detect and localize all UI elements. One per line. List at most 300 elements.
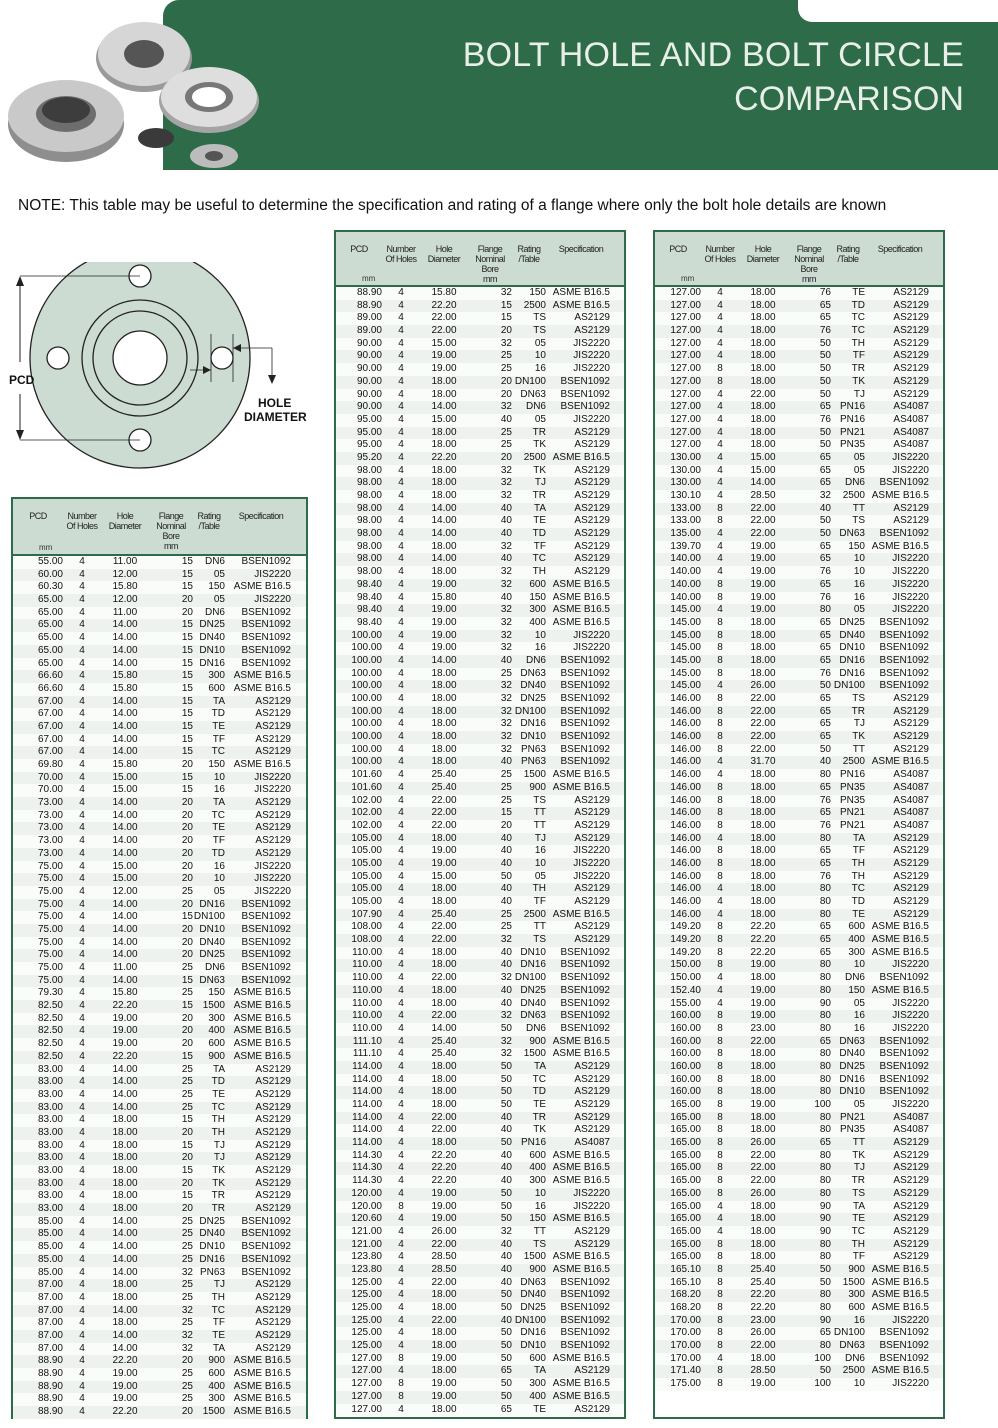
- table-cell: 32: [500, 1035, 512, 1047]
- table-row: [13, 1152, 306, 1165]
- table-cell: 22.20: [431, 1149, 457, 1161]
- table-cell: AS4087: [893, 781, 929, 793]
- table-cell: 14.00: [112, 632, 138, 644]
- table-cell: AS2129: [255, 1203, 291, 1215]
- table-cell: 165.00: [670, 1200, 701, 1212]
- table-cell: ASME B16.5: [552, 591, 610, 603]
- table-row: [655, 465, 943, 478]
- table-cell: 16: [853, 1010, 865, 1022]
- table-row: [655, 807, 943, 820]
- table-cell: 83.00: [37, 1190, 63, 1202]
- table-cell: 18.00: [750, 363, 776, 375]
- table-row: [336, 744, 624, 757]
- table-cell: 120.00: [351, 1187, 382, 1199]
- table-cell: 32: [500, 718, 512, 730]
- table-row: [13, 1254, 306, 1267]
- table-row: [13, 670, 306, 683]
- table-cell: 80: [819, 1175, 831, 1187]
- table-cell: TJ: [534, 477, 546, 489]
- table-cell: JIS2220: [254, 594, 291, 606]
- table-row: [336, 630, 624, 643]
- table-cell: DN16: [199, 657, 225, 669]
- table-cell: 2500: [842, 756, 865, 768]
- table-cell: 14.00: [112, 695, 138, 707]
- table-cell: 4: [717, 451, 723, 463]
- table-row: [336, 833, 624, 846]
- table-cell: TK: [533, 464, 546, 476]
- table-cell: TT: [852, 743, 865, 755]
- table-cell: 4: [398, 870, 404, 882]
- table-cell: 80: [819, 604, 831, 616]
- table-cell: 150: [529, 287, 546, 298]
- table-cell: 80: [819, 1302, 831, 1313]
- table-cell: BSEN1092: [241, 949, 291, 961]
- table-row: [655, 744, 943, 757]
- table-cell: 110.00: [352, 1022, 382, 1034]
- table-row: [336, 1378, 624, 1391]
- table-row: [13, 822, 306, 835]
- table-row: [336, 376, 624, 389]
- table-cell: 114.00: [352, 1111, 382, 1123]
- table-cell: 15: [181, 911, 193, 923]
- table-cell: 15.80: [431, 287, 457, 298]
- table-cell: 150: [208, 987, 225, 999]
- table-cell: ASME B16.5: [552, 1149, 610, 1161]
- table-cell: 20: [181, 606, 193, 618]
- table-cell: 4: [79, 809, 85, 821]
- table-cell: 73.00: [37, 809, 63, 821]
- table-cell: 4: [717, 1352, 723, 1364]
- table-cell: DN100: [514, 1314, 546, 1326]
- table-cell: 4: [398, 1238, 404, 1250]
- table-cell: 95.00: [356, 426, 382, 438]
- table-cell: 25: [181, 1088, 193, 1100]
- table-cell: 12.00: [112, 568, 138, 580]
- table-row: [655, 401, 943, 414]
- table-cell: TT: [852, 1137, 865, 1149]
- table-cell: 76: [819, 819, 831, 831]
- table-row: [336, 706, 624, 719]
- table-cell: 127.00: [670, 375, 701, 387]
- table-cell: 18.00: [431, 667, 457, 679]
- table-cell: TC: [851, 883, 865, 895]
- table-cell: 149.20: [670, 946, 701, 958]
- table-cell: 20: [500, 325, 512, 337]
- table-cell: 76: [819, 325, 831, 337]
- table-cell: 80: [819, 1149, 831, 1161]
- table-cell: 130.00: [670, 477, 701, 489]
- table-cell: AS2129: [893, 1225, 929, 1237]
- table-cell: BSEN1092: [560, 1327, 610, 1339]
- table-row: [655, 1327, 943, 1340]
- table-cell: AS4087: [574, 1137, 610, 1149]
- table-cell: AS2129: [893, 515, 929, 527]
- table-row: [336, 1213, 624, 1226]
- table-cell: 4: [79, 1000, 85, 1012]
- table-cell: TC: [211, 746, 225, 758]
- table-cell: 75.00: [37, 936, 63, 948]
- table-cell: 4: [717, 972, 723, 984]
- table-cell: 4: [398, 794, 404, 806]
- table-cell: BSEN1092: [879, 1060, 929, 1072]
- bolt-table-left: [11, 497, 308, 1419]
- table-cell: 4: [79, 556, 85, 567]
- table-cell: 18.00: [112, 1139, 138, 1151]
- table-cell: 15: [181, 695, 193, 707]
- table-row: [13, 784, 306, 797]
- table-cell: 25: [500, 769, 512, 781]
- table-cell: 900: [848, 1263, 865, 1275]
- table-cell: 18.00: [750, 1048, 776, 1060]
- table-cell: DN25: [199, 1215, 225, 1227]
- table-cell: BSEN1092: [560, 946, 610, 958]
- table-cell: AS2129: [893, 363, 929, 375]
- table-cell: AS2129: [574, 1124, 610, 1136]
- col-bore-unit: mm: [483, 274, 497, 284]
- table-cell: BSEN1092: [879, 1048, 929, 1060]
- table-row: [336, 1226, 624, 1239]
- table-cell: AS2129: [255, 1114, 291, 1126]
- table-body: [655, 287, 943, 1391]
- table-cell: AS2129: [574, 1238, 610, 1250]
- table-cell: 18.00: [750, 819, 776, 831]
- table-cell: 8: [717, 502, 723, 514]
- table-cell: 98.00: [356, 477, 382, 489]
- table-cell: 18.00: [431, 439, 457, 451]
- table-cell: 75.00: [37, 911, 63, 923]
- table-cell: 40: [500, 845, 512, 857]
- table-row: [336, 300, 624, 313]
- table-cell: 4: [398, 388, 404, 400]
- table-cell: 4: [398, 693, 404, 704]
- table-row: [13, 810, 306, 823]
- table-cell: JIS2220: [892, 1022, 929, 1034]
- table-cell: AS2129: [893, 1187, 929, 1199]
- table-cell: 15: [181, 1000, 193, 1012]
- table-cell: 32: [500, 1225, 512, 1237]
- table-cell: 300: [529, 1378, 546, 1390]
- table-cell: 70.00: [37, 784, 63, 796]
- table-cell: 4: [79, 936, 85, 948]
- table-cell: 114.30: [352, 1175, 382, 1187]
- table-cell: 25.40: [431, 1048, 457, 1060]
- table-row: [655, 376, 943, 389]
- table-cell: AS2129: [893, 870, 929, 882]
- table-cell: TT: [533, 921, 546, 933]
- table-cell: AS2129: [893, 299, 929, 311]
- table-cell: 65: [819, 921, 831, 933]
- table-cell: 76: [819, 591, 831, 603]
- table-cell: 4: [79, 746, 85, 758]
- table-cell: AS2129: [893, 1175, 929, 1187]
- table-cell: 60.30: [37, 581, 63, 593]
- table-cell: 18.00: [112, 1317, 138, 1329]
- table-cell: DN40: [839, 629, 865, 641]
- table-cell: PN35: [839, 794, 865, 806]
- table-cell: JIS2220: [892, 997, 929, 1009]
- table-cell: 80: [819, 908, 831, 920]
- table-cell: 50: [819, 1365, 831, 1377]
- table-body: [336, 287, 624, 1416]
- table-cell: PN21: [839, 819, 865, 831]
- table-cell: 14.00: [112, 1241, 138, 1253]
- col-hole: Hole Diameter: [427, 244, 461, 264]
- table-cell: 12.00: [112, 885, 138, 897]
- table-row: [655, 985, 943, 998]
- table-cell: 32: [500, 464, 512, 476]
- table-cell: 18.00: [750, 426, 776, 438]
- table-cell: 18.00: [112, 1165, 138, 1176]
- table-row: [655, 1150, 943, 1163]
- table-cell: 146.00: [670, 781, 701, 793]
- table-row: [655, 998, 943, 1011]
- table-cell: 110.00: [352, 972, 382, 984]
- table-row: [13, 1381, 306, 1394]
- table-cell: 15: [181, 1190, 193, 1202]
- table-cell: 150: [848, 540, 865, 552]
- table-cell: 8: [717, 1137, 723, 1149]
- table-cell: 18.00: [431, 1137, 457, 1149]
- table-cell: 50: [500, 1187, 512, 1199]
- table-row: [655, 921, 943, 934]
- table-cell: 135.00: [670, 528, 701, 540]
- table-cell: 4: [79, 1228, 85, 1240]
- table-cell: BSEN1092: [241, 632, 291, 644]
- table-cell: 4: [717, 388, 723, 400]
- table-cell: 32: [500, 934, 512, 946]
- table-cell: AS2129: [255, 1342, 291, 1354]
- table-cell: TF: [212, 1317, 225, 1329]
- table-row: [655, 1112, 943, 1125]
- table-cell: BSEN1092: [879, 528, 929, 540]
- table-cell: 40: [500, 528, 512, 540]
- table-cell: 19.00: [431, 845, 457, 857]
- table-cell: 8: [717, 375, 723, 387]
- table-cell: PN21: [839, 1111, 865, 1123]
- table-cell: 25: [500, 794, 512, 806]
- table-cell: 18.00: [431, 1327, 457, 1339]
- table-row: [336, 553, 624, 566]
- table-cell: 14.00: [112, 949, 138, 961]
- table-cell: 14.00: [112, 1342, 138, 1354]
- table-cell: 900: [208, 1355, 225, 1367]
- table-cell: AS2129: [574, 883, 610, 895]
- table-cell: 4: [398, 654, 404, 666]
- table-row: [655, 1162, 943, 1175]
- table-cell: 82.50: [37, 1012, 63, 1024]
- table-cell: 127.00: [351, 1403, 382, 1415]
- table-cell: TT: [852, 502, 865, 514]
- table-cell: 18.00: [431, 566, 457, 578]
- table-cell: 65: [819, 857, 831, 869]
- table-cell: 4: [717, 477, 723, 489]
- table-cell: 19.00: [431, 629, 457, 641]
- table-row: [655, 630, 943, 643]
- table-cell: 25: [181, 1215, 193, 1227]
- table-row: [13, 1165, 306, 1178]
- table-cell: AS2129: [574, 325, 610, 337]
- table-cell: 170.00: [670, 1314, 701, 1326]
- table-cell: 4: [398, 299, 404, 311]
- table-cell: 85.00: [37, 1228, 63, 1240]
- table-cell: AS2129: [893, 832, 929, 844]
- table-cell: 22.20: [112, 1000, 138, 1012]
- table-cell: AS2129: [574, 832, 610, 844]
- table-cell: 4: [79, 1393, 85, 1405]
- table-cell: 25: [181, 1076, 193, 1088]
- table-cell: AS2129: [574, 1060, 610, 1072]
- table-cell: 18.00: [750, 616, 776, 628]
- table-row: [655, 1099, 943, 1112]
- table-cell: 76: [819, 870, 831, 882]
- table-cell: 4: [717, 464, 723, 476]
- table-cell: 18.00: [112, 1177, 138, 1189]
- table-cell: 22.00: [750, 718, 776, 730]
- table-cell: AS2129: [255, 822, 291, 834]
- table-cell: 14.00: [431, 553, 457, 565]
- table-cell: 25.40: [750, 1263, 776, 1275]
- table-cell: 127.00: [351, 1390, 382, 1402]
- table-cell: 50: [819, 1263, 831, 1275]
- table-row: [13, 1368, 306, 1381]
- table-row: [336, 1124, 624, 1137]
- table-cell: TJ: [853, 718, 865, 730]
- table-cell: 4: [717, 337, 723, 349]
- table-cell: AS2129: [574, 515, 610, 527]
- table-cell: TC: [532, 1073, 546, 1085]
- table-cell: 170.00: [670, 1352, 701, 1364]
- table-cell: BSEN1092: [560, 1022, 610, 1034]
- table-cell: 15: [181, 720, 193, 732]
- table-cell: 19.00: [431, 1378, 457, 1390]
- table-cell: 4: [398, 946, 404, 958]
- table-cell: DN63: [520, 667, 546, 679]
- table-cell: 4: [79, 797, 85, 809]
- table-cell: TK: [212, 1165, 225, 1176]
- table-cell: 82.50: [37, 1038, 63, 1050]
- table-cell: 65.00: [37, 606, 63, 618]
- table-cell: 4: [79, 1266, 85, 1278]
- table-cell: 4: [398, 591, 404, 603]
- table-cell: 10: [534, 857, 546, 869]
- table-cell: 20: [181, 1177, 193, 1189]
- table-cell: AS2129: [574, 1225, 610, 1237]
- table-cell: TT: [533, 807, 546, 819]
- table-cell: 145.00: [670, 616, 701, 628]
- table-cell: 4: [79, 1304, 85, 1316]
- table-cell: 14.00: [112, 1253, 138, 1265]
- table-cell: 32: [500, 1048, 512, 1060]
- table-cell: TK: [852, 375, 865, 387]
- table-cell: 67.00: [37, 720, 63, 732]
- table-cell: 25: [500, 426, 512, 438]
- table-row: [336, 1340, 624, 1353]
- table-cell: 19.00: [431, 1213, 457, 1225]
- table-cell: 69.80: [37, 759, 63, 770]
- table-cell: AS2129: [255, 1329, 291, 1341]
- table-cell: 18.00: [112, 1190, 138, 1202]
- table-cell: AS2129: [574, 1099, 610, 1110]
- table-cell: 168.20: [670, 1289, 701, 1301]
- table-cell: TC: [211, 809, 225, 821]
- table-cell: 15: [181, 556, 193, 567]
- table-cell: TK: [852, 731, 865, 743]
- table-cell: 146.00: [670, 693, 701, 704]
- table-cell: DN63: [839, 1035, 865, 1047]
- table-cell: 114.00: [352, 1073, 382, 1085]
- table-cell: 50: [500, 1340, 512, 1352]
- table-row: [336, 465, 624, 478]
- table-cell: 22.00: [750, 388, 776, 400]
- table-cell: AS2129: [255, 1126, 291, 1138]
- table-cell: 75.00: [37, 923, 63, 935]
- table-cell: 4: [717, 1225, 723, 1237]
- table-cell: 83.00: [37, 1063, 63, 1075]
- table-cell: 8: [717, 1238, 723, 1250]
- table-cell: AS2129: [893, 908, 929, 920]
- table-cell: 145.00: [670, 629, 701, 641]
- col-spec: Specification: [238, 511, 284, 521]
- table-cell: 50: [500, 1352, 512, 1364]
- table-row: [13, 1267, 306, 1280]
- table-cell: TA: [533, 1365, 546, 1377]
- table-cell: 50: [819, 515, 831, 527]
- table-cell: 05: [213, 568, 225, 580]
- table-cell: 8: [717, 1086, 723, 1098]
- table-cell: 75.00: [37, 873, 63, 885]
- table-cell: TD: [211, 708, 225, 720]
- table-cell: BSEN1092: [879, 1327, 929, 1339]
- table-cell: ASME B16.5: [871, 1276, 929, 1288]
- table-cell: 4: [398, 401, 404, 413]
- table-cell: AS4087: [893, 439, 929, 451]
- table-cell: 146.00: [670, 718, 701, 730]
- table-cell: 8: [398, 1200, 404, 1212]
- table-cell: 15: [181, 708, 193, 720]
- table-cell: 18.00: [431, 375, 457, 387]
- table-cell: 16: [534, 1200, 546, 1212]
- table-cell: 15: [181, 771, 193, 783]
- table-cell: 23.00: [750, 1022, 776, 1034]
- table-cell: AS2129: [574, 553, 610, 565]
- table-cell: 4: [79, 1368, 85, 1379]
- table-cell: 4: [79, 885, 85, 897]
- table-cell: BSEN1092: [560, 680, 610, 692]
- table-cell: 4: [398, 756, 404, 768]
- table-cell: 18.00: [750, 1124, 776, 1136]
- table-cell: 102.00: [351, 807, 382, 819]
- table-cell: TD: [532, 1086, 546, 1098]
- table-row: [336, 1289, 624, 1302]
- table-cell: AS2129: [893, 375, 929, 387]
- table-cell: 100.00: [351, 705, 382, 717]
- table-cell: TA: [852, 832, 865, 844]
- table-row: [655, 1289, 943, 1302]
- table-cell: AS2129: [574, 477, 610, 489]
- table-row: [655, 1188, 943, 1201]
- table-cell: PN35: [839, 781, 865, 793]
- table-row: [336, 668, 624, 681]
- bolt-table-middle: [334, 230, 626, 1419]
- table-cell: 14.00: [112, 847, 138, 859]
- table-cell: 83.00: [37, 1152, 63, 1164]
- table-cell: 600: [208, 1038, 225, 1050]
- table-cell: 31.70: [750, 756, 776, 768]
- table-cell: 19.00: [431, 1352, 457, 1364]
- pcd-label: PCD: [9, 373, 35, 387]
- table-row: [336, 477, 624, 490]
- table-cell: 127.00: [670, 363, 701, 375]
